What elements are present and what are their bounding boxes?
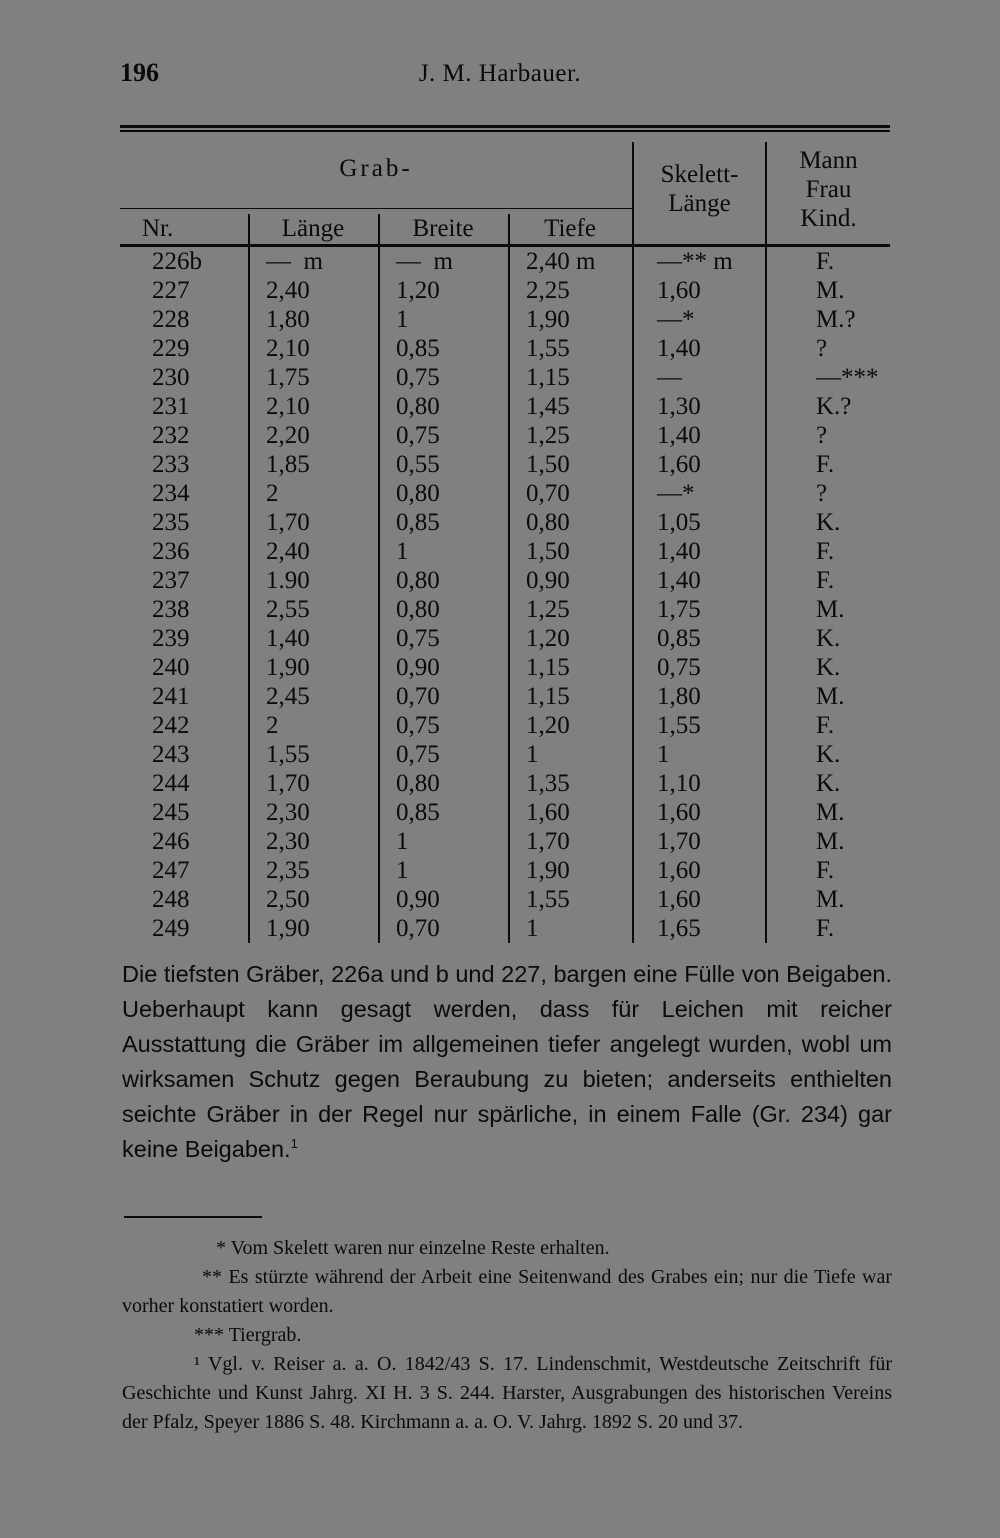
- cell-tiefe: 1,50: [526, 451, 570, 478]
- header-skelett-line1: Skelett-: [660, 161, 739, 188]
- cell-sex: K.: [816, 625, 841, 652]
- cell-sex: F.: [816, 451, 835, 478]
- cell-tiefe: 1,25: [526, 596, 570, 623]
- cell-tiefe: 0,80: [526, 509, 570, 536]
- cell-sex: M.?: [816, 306, 856, 333]
- table-row: [120, 363, 890, 392]
- cell-sex: M.: [816, 886, 845, 913]
- cell-lange: 1,70: [266, 770, 310, 797]
- table-row: [120, 624, 890, 653]
- cell-sex: M.: [816, 799, 845, 826]
- cell-lange: 2,20: [266, 422, 310, 449]
- cell-lange: 2,45: [266, 683, 310, 710]
- table-row: [120, 450, 890, 479]
- header-sex-line2: Frau: [805, 176, 852, 203]
- grave-table: [120, 125, 890, 943]
- cell-lange: 2,10: [266, 335, 310, 362]
- footnote-ref-1: 1: [290, 1136, 298, 1152]
- cell-breite: 0,75: [396, 364, 440, 391]
- cell-lange: 1,90: [266, 654, 310, 681]
- cell-breite: 0,90: [396, 886, 440, 913]
- cell-breite: 0,80: [396, 567, 440, 594]
- cell-sex: F.: [816, 248, 835, 275]
- table-row: [120, 479, 890, 508]
- cell-breite: 0,80: [396, 393, 440, 420]
- cell-skelett: —: [657, 364, 682, 391]
- cell-lange: 2,50: [266, 886, 310, 913]
- cell-skelett: 1,75: [657, 596, 701, 623]
- cell-tiefe: 1,20: [526, 712, 570, 739]
- cell-lange: 1,55: [266, 741, 310, 768]
- cell-lange: 1,75: [266, 364, 310, 391]
- cell-nr: 232: [152, 422, 190, 449]
- cell-breite: 1: [396, 538, 409, 565]
- table-row: [120, 653, 890, 682]
- footnote-double-star: ** Es stürzte während der Arbeit eine Seitenwand des Grabes ein; nur die Tiefe war vorher konstatiert worden.: [122, 1266, 892, 1317]
- cell-skelett: 1,40: [657, 538, 701, 565]
- cell-nr: 231: [152, 393, 190, 420]
- cell-skelett: 1,60: [657, 799, 701, 826]
- cell-lange: 2: [266, 712, 279, 739]
- cell-nr: 228: [152, 306, 190, 333]
- cell-skelett: —** m: [657, 248, 733, 275]
- cell-nr: 234: [152, 480, 190, 507]
- header-divider-skelett: [632, 142, 634, 244]
- cell-lange: 1,90: [266, 915, 310, 942]
- header-grab-rule: [120, 208, 632, 209]
- header-breite: Breite: [412, 215, 474, 242]
- cell-breite: 0,80: [396, 596, 440, 623]
- cell-nr: 243: [152, 741, 190, 768]
- cell-sex: K.: [816, 654, 841, 681]
- cell-lange: 1.90: [266, 567, 310, 594]
- header-sex: [767, 146, 890, 233]
- cell-tiefe: 1,55: [526, 886, 570, 913]
- header-divider-sex: [765, 142, 767, 244]
- table-row: [120, 740, 890, 769]
- cell-lange: 1,40: [266, 625, 310, 652]
- cell-lange: 1,80: [266, 306, 310, 333]
- cell-sex: M.: [816, 828, 845, 855]
- cell-nr: 247: [152, 857, 190, 884]
- cell-sex: K.: [816, 770, 841, 797]
- cell-breite: 0,80: [396, 480, 440, 507]
- running-head: [0, 58, 1000, 98]
- cell-skelett: —*: [657, 306, 695, 333]
- table-row: [120, 508, 890, 537]
- cell-lange: 2,35: [266, 857, 310, 884]
- cell-nr: 248: [152, 886, 190, 913]
- table-row: [120, 595, 890, 624]
- cell-sex: M.: [816, 277, 845, 304]
- cell-nr: 235: [152, 509, 190, 536]
- cell-sex: F.: [816, 538, 835, 565]
- cell-breite: 0,70: [396, 915, 440, 942]
- cell-nr: 240: [152, 654, 190, 681]
- cell-nr: 237: [152, 567, 190, 594]
- cell-nr: 242: [152, 712, 190, 739]
- cell-nr: 239: [152, 625, 190, 652]
- table-row: [120, 566, 890, 595]
- cell-breite: 1,20: [396, 277, 440, 304]
- cell-sex: —***: [816, 364, 879, 391]
- cell-skelett: 1,60: [657, 886, 701, 913]
- cell-tiefe: 1,70: [526, 828, 570, 855]
- cell-tiefe: 2,25: [526, 277, 570, 304]
- header-grab: Grab-: [339, 155, 413, 182]
- cell-nr: 241: [152, 683, 190, 710]
- cell-skelett: 1,40: [657, 567, 701, 594]
- table-top-rule: [120, 125, 890, 132]
- cell-lange: 2,55: [266, 596, 310, 623]
- cell-lange: 2,30: [266, 799, 310, 826]
- header-divider-breite: [378, 214, 380, 244]
- header-tiefe: Tiefe: [544, 215, 596, 242]
- cell-sex: ?: [816, 335, 828, 362]
- cell-tiefe: 1,15: [526, 364, 570, 391]
- cell-skelett: 1,65: [657, 915, 701, 942]
- cell-tiefe: 1,90: [526, 857, 570, 884]
- cell-tiefe: 1,15: [526, 654, 570, 681]
- footnote-star: * Vom Skelett waren nur einzelne Reste erhalten.: [216, 1237, 610, 1259]
- cell-sex: F.: [816, 915, 835, 942]
- cell-skelett: 1,80: [657, 683, 701, 710]
- cell-breite: 0,75: [396, 625, 440, 652]
- cell-tiefe: 1,20: [526, 625, 570, 652]
- table-row: [120, 682, 890, 711]
- cell-skelett: 1,60: [657, 857, 701, 884]
- cell-skelett: 1,40: [657, 335, 701, 362]
- cell-skelett: 0,75: [657, 654, 701, 681]
- cell-sex: M.: [816, 683, 845, 710]
- cell-breite: 0,80: [396, 770, 440, 797]
- cell-nr: 233: [152, 451, 190, 478]
- table-row: [120, 885, 890, 914]
- cell-nr: 226b: [152, 248, 202, 275]
- cell-skelett: 1,60: [657, 451, 701, 478]
- cell-breite: 0,75: [396, 422, 440, 449]
- cell-skelett: 1,40: [657, 422, 701, 449]
- cell-breite: 0,75: [396, 741, 440, 768]
- table-row: [120, 914, 890, 943]
- header-divider-tiefe: [508, 214, 510, 244]
- table-body: [120, 247, 890, 943]
- cell-lange: 1,85: [266, 451, 310, 478]
- body-paragraph: [122, 957, 892, 1167]
- cell-sex: F.: [816, 857, 835, 884]
- cell-skelett: —*: [657, 480, 695, 507]
- cell-skelett: 1,10: [657, 770, 701, 797]
- footnote-rule: [124, 1216, 262, 1218]
- cell-tiefe: 1,25: [526, 422, 570, 449]
- cell-lange: 2: [266, 480, 279, 507]
- cell-tiefe: 1,90: [526, 306, 570, 333]
- table-row: [120, 392, 890, 421]
- cell-breite: 0,85: [396, 335, 440, 362]
- cell-nr: 246: [152, 828, 190, 855]
- cell-skelett: 1,05: [657, 509, 701, 536]
- cell-skelett: 1,30: [657, 393, 701, 420]
- cell-tiefe: 1,15: [526, 683, 570, 710]
- cell-skelett: 1,60: [657, 277, 701, 304]
- paragraph-text: Die tiefsten Gräber, 226a und b und 227, bargen eine Fülle von Beigaben. Ueberhaupt kann gesagt werden, dass für Leichen mit reicher Ausstattung die Gräber im allgemeinen tiefer angelegt wurden, wobl um wirksamen Schutz gegen Beraubung zu bieten; anderseits enthielten seichte Gräber in der Regel nur spärliche, in einem Falle (Gr. 234) gar keine Beigaben.: [122, 961, 892, 1162]
- cell-tiefe: 1: [526, 741, 539, 768]
- table-row: [120, 769, 890, 798]
- header-sex-line1: Mann: [799, 147, 858, 174]
- cell-breite: 0,75: [396, 712, 440, 739]
- cell-tiefe: 2,40 m: [526, 248, 596, 275]
- cell-breite: 1: [396, 828, 409, 855]
- cell-nr: 238: [152, 596, 190, 623]
- table-row: [120, 305, 890, 334]
- cell-sex: K.?: [816, 393, 852, 420]
- footnote-triple-star: *** Tiergrab.: [194, 1324, 302, 1346]
- cell-skelett: 1: [657, 741, 670, 768]
- cell-lange: 2,40: [266, 538, 310, 565]
- cell-nr: 236: [152, 538, 190, 565]
- cell-breite: 0,70: [396, 683, 440, 710]
- cell-breite: 1: [396, 857, 409, 884]
- cell-lange: 2,40: [266, 277, 310, 304]
- header-divider-lange: [248, 214, 250, 244]
- table-row: [120, 247, 890, 276]
- table-row: [120, 421, 890, 450]
- cell-tiefe: 0,70: [526, 480, 570, 507]
- cell-sex: F.: [816, 712, 835, 739]
- footnote-1: ¹ Vgl. v. Reiser a. a. O. 1842/43 S. 17. Lindenschmit, Westdeutsche Zeitschrift für Geschichte und Kunst Jahrg. XI H. 3 S. 244. Harster, Ausgrabungen des historischen Vereins der Pfalz, Speyer 1886 S. 48. Kirchmann a. a. O. V. Jahrg. 1892 S. 20 und 37.: [122, 1353, 892, 1433]
- cell-tiefe: 0,90: [526, 567, 570, 594]
- cell-tiefe: 1,50: [526, 538, 570, 565]
- page-number: 196: [120, 58, 159, 87]
- cell-lange: 2,10: [266, 393, 310, 420]
- table-row: [120, 537, 890, 566]
- cell-breite: 0,85: [396, 509, 440, 536]
- cell-breite: 0,55: [396, 451, 440, 478]
- cell-nr: 230: [152, 364, 190, 391]
- cell-lange: 2,30: [266, 828, 310, 855]
- cell-nr: 227: [152, 277, 190, 304]
- cell-nr: 249: [152, 915, 190, 942]
- cell-skelett: 0,85: [657, 625, 701, 652]
- table-row: [120, 856, 890, 885]
- cell-sex: ?: [816, 422, 828, 449]
- cell-sex: K.: [816, 509, 841, 536]
- cell-sex: ?: [816, 480, 828, 507]
- cell-lange: 1,70: [266, 509, 310, 536]
- header-sex-line3: Kind.: [800, 205, 857, 232]
- header-nr: Nr.: [142, 215, 174, 242]
- header-lange: Länge: [281, 215, 345, 242]
- cell-sex: M.: [816, 596, 845, 623]
- cell-skelett: 1,55: [657, 712, 701, 739]
- cell-breite: — m: [396, 248, 453, 275]
- cell-skelett: 1,70: [657, 828, 701, 855]
- running-title: J. M. Harbauer.: [418, 60, 582, 87]
- footnotes: [122, 1234, 892, 1437]
- cell-breite: 0,90: [396, 654, 440, 681]
- cell-breite: 1: [396, 306, 409, 333]
- table-row: [120, 827, 890, 856]
- cell-nr: 244: [152, 770, 190, 797]
- cell-tiefe: 1,60: [526, 799, 570, 826]
- table-header: [120, 132, 890, 244]
- table-row: [120, 798, 890, 827]
- cell-tiefe: 1: [526, 915, 539, 942]
- cell-lange: — m: [266, 248, 323, 275]
- cell-breite: 0,85: [396, 799, 440, 826]
- cell-sex: F.: [816, 567, 835, 594]
- cell-tiefe: 1,35: [526, 770, 570, 797]
- cell-nr: 245: [152, 799, 190, 826]
- table-row: [120, 276, 890, 305]
- header-skelett: [632, 160, 767, 218]
- table-row: [120, 334, 890, 363]
- cell-tiefe: 1,45: [526, 393, 570, 420]
- cell-nr: 229: [152, 335, 190, 362]
- cell-sex: K.: [816, 741, 841, 768]
- header-skelett-line2: Länge: [668, 190, 731, 217]
- cell-tiefe: 1,55: [526, 335, 570, 362]
- table-row: [120, 711, 890, 740]
